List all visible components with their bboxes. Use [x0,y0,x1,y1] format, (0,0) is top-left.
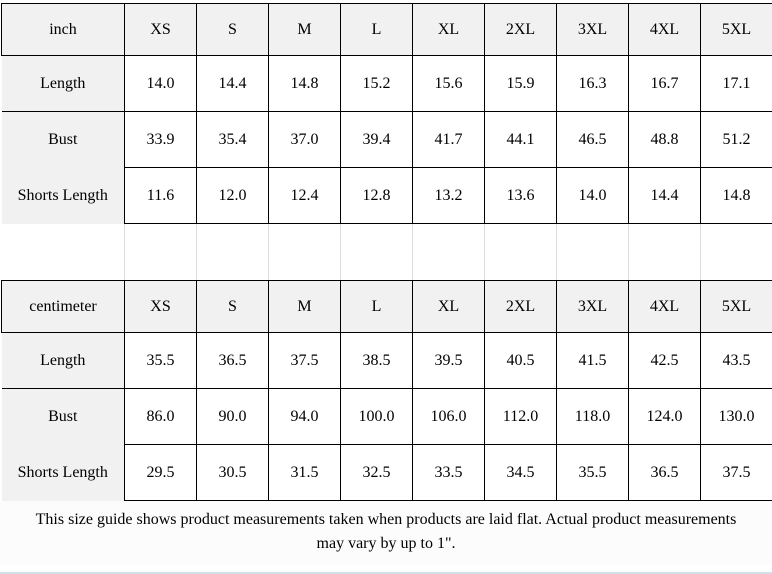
unit-header: inch [2,4,125,56]
measurement-value: 15.2 [341,56,413,112]
size-header: S [197,281,269,333]
measurement-value: 51.2 [701,112,772,168]
measurement-value: 94.0 [269,389,341,445]
measurement-value: 106.0 [413,389,485,445]
measurement-label: Bust [2,389,125,445]
measurement-value: 29.5 [125,445,197,501]
measurement-value: 35.5 [125,333,197,389]
table-gap [0,224,772,280]
measurement-value: 37.5 [269,333,341,389]
size-header: L [341,4,413,56]
table-row [2,333,772,389]
faint-column-lines [124,224,772,280]
measurement-value: 36.5 [197,333,269,389]
measurement-value: 118.0 [557,389,629,445]
measurement-value: 39.5 [413,333,485,389]
measurement-value: 12.8 [341,168,413,224]
size-guide-sheet [0,3,772,574]
measurement-value: 15.6 [413,56,485,112]
measurement-value: 124.0 [629,389,701,445]
measurement-value: 14.8 [269,56,341,112]
measurement-value: 14.4 [197,56,269,112]
measurement-value: 38.5 [341,333,413,389]
header-row [2,281,772,333]
measurement-value: 15.9 [485,56,557,112]
size-header: 4XL [629,4,701,56]
measurement-label: Length [2,56,125,112]
measurement-value: 33.9 [125,112,197,168]
measurement-value: 14.0 [125,56,197,112]
measurement-value: 42.5 [629,333,701,389]
size-header: L [341,281,413,333]
measurement-value: 16.7 [629,56,701,112]
size-header: M [269,4,341,56]
table-row [2,168,772,224]
measurement-value: 130.0 [701,389,772,445]
table-row [2,112,772,168]
measurement-value: 13.2 [413,168,485,224]
measurement-value: 100.0 [341,389,413,445]
measurement-value: 43.5 [701,333,772,389]
measurement-label: Shorts Length [2,168,125,224]
size-guide-note [0,501,772,566]
measurement-value: 33.5 [413,445,485,501]
measurement-value: 90.0 [197,389,269,445]
measurement-value: 32.5 [341,445,413,501]
size-header: 5XL [701,4,772,56]
measurement-value: 31.5 [269,445,341,501]
table-row [2,56,772,112]
measurement-value: 14.4 [629,168,701,224]
unit-header: centimeter [2,281,125,333]
measurement-value: 34.5 [485,445,557,501]
measurement-value: 35.4 [197,112,269,168]
size-table-centimeter [1,280,772,501]
size-header: 5XL [701,281,772,333]
size-header: XS [125,281,197,333]
header-row [2,4,772,56]
measurement-value: 14.8 [701,168,772,224]
size-header: 3XL [557,281,629,333]
measurement-value: 46.5 [557,112,629,168]
measurement-value: 39.4 [341,112,413,168]
measurement-value: 44.1 [485,112,557,168]
table-row [2,445,772,501]
measurement-value: 13.6 [485,168,557,224]
size-table-inch [1,3,772,224]
note-line-2: may vary by up to 1". [0,532,772,556]
measurement-label: Bust [2,112,125,168]
size-header: 2XL [485,281,557,333]
size-header: S [197,4,269,56]
measurement-value: 36.5 [629,445,701,501]
measurement-value: 35.5 [557,445,629,501]
size-header: M [269,281,341,333]
measurement-label: Length [2,333,125,389]
measurement-value: 86.0 [125,389,197,445]
measurement-value: 37.0 [269,112,341,168]
measurement-value: 17.1 [701,56,772,112]
size-header: 4XL [629,281,701,333]
table-row [2,389,772,445]
measurement-value: 37.5 [701,445,772,501]
measurement-value: 30.5 [197,445,269,501]
measurement-label: Shorts Length [2,445,125,501]
size-header: 3XL [557,4,629,56]
measurement-value: 11.6 [125,168,197,224]
size-header: XS [125,4,197,56]
note-line-1: This size guide shows product measurements taken when products are laid flat. Actual product measurements [0,508,772,532]
measurement-value: 14.0 [557,168,629,224]
size-header: 2XL [485,4,557,56]
size-header: XL [413,4,485,56]
measurement-value: 41.5 [557,333,629,389]
measurement-value: 12.0 [197,168,269,224]
measurement-value: 48.8 [629,112,701,168]
size-header: XL [413,281,485,333]
measurement-value: 40.5 [485,333,557,389]
measurement-value: 12.4 [269,168,341,224]
measurement-value: 16.3 [557,56,629,112]
measurement-value: 112.0 [485,389,557,445]
measurement-value: 41.7 [413,112,485,168]
